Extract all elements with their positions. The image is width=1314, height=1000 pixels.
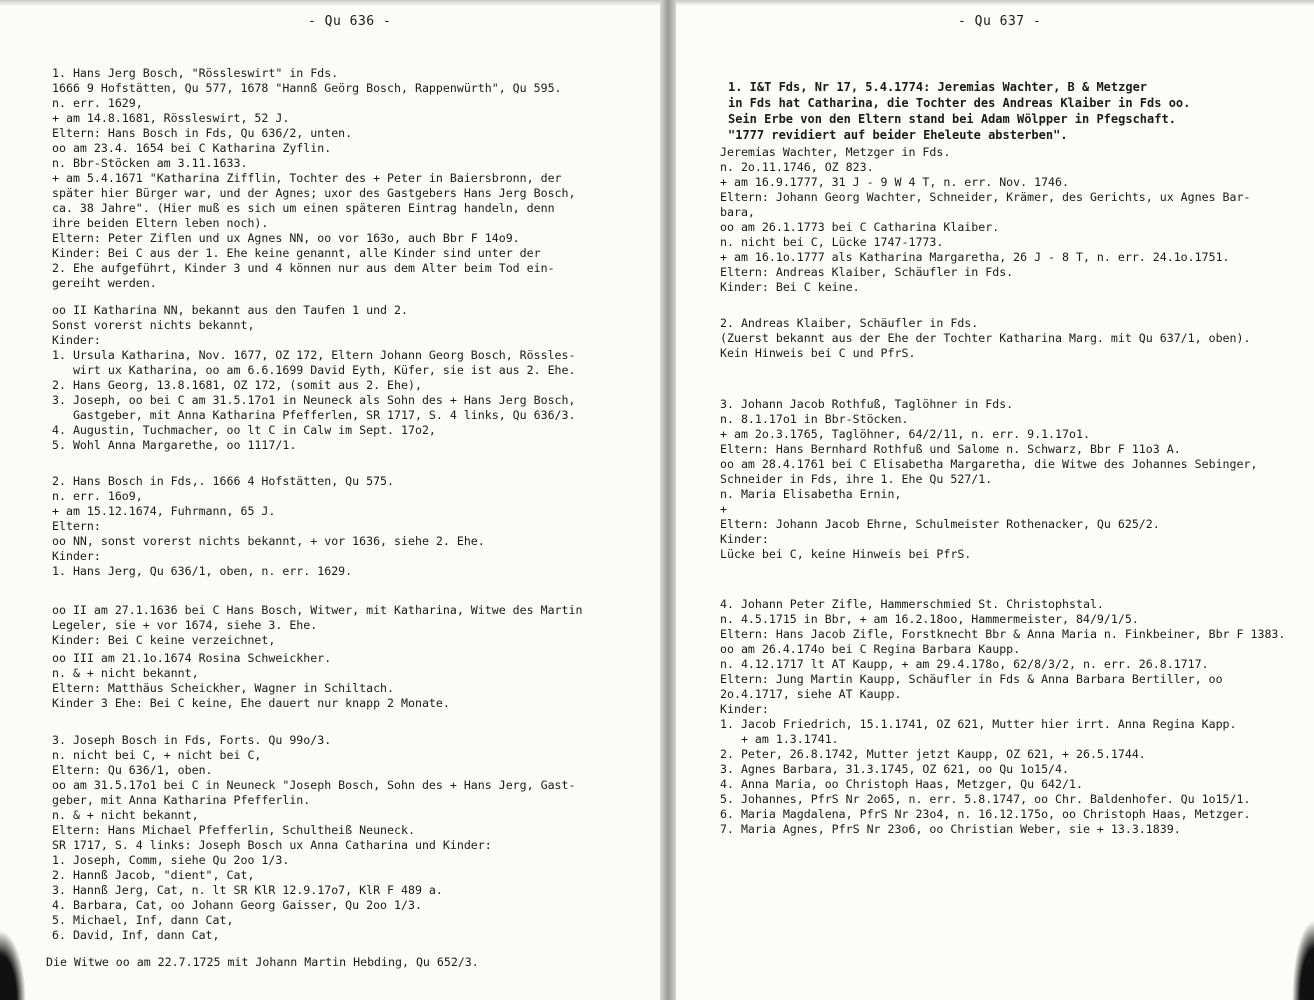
text-line: Eltern: Hans Jacob Zifle, Forstknecht Bbr & Anna Maria n. Finkbeiner, Bbr F 1383. (720, 627, 1286, 641)
text-line: Sonst vorerst nichts bekannt, (52, 318, 255, 332)
text-line: Schneider in Fds, ihre 1. Ehe Qu 527/1. (720, 472, 993, 486)
text-line: oo am 26.4.174o bei C Regina Barbara Kaupp. (720, 642, 1021, 656)
entry-right-2 (720, 145, 1250, 295)
text-line: Eltern: Jung Martin Kaupp, Schäufler in Fds & Anna Barbara Bertiller, oo (720, 672, 1223, 686)
entry-left-6 (52, 733, 576, 943)
text-line: Kinder: (52, 333, 101, 347)
entry-right-5 (720, 597, 1285, 837)
text-line: 2. Ehe aufgeführt, Kinder 3 und 4 können nur aus dem Alter beim Tod ein- (52, 261, 555, 275)
text-line: Gastgeber, mit Anna Katharina Pfefferlen, SR 1717, S. 4 links, Qu 636/3. (52, 408, 576, 422)
page-top-shadow (676, 0, 1314, 6)
text-line: n. nicht bei C, + nicht bei C, (52, 748, 262, 762)
text-line: Jeremias Wachter, Metzger in Fds. (720, 145, 951, 159)
text-line: oo am 28.4.1761 bei C Elisabetha Margaretha, die Witwe des Johannes Sebinger, (720, 457, 1258, 471)
text-line: Eltern: Hans Bernhard Rothfuß und Salome n. Schwarz, Bbr F 11o3 A. (720, 442, 1181, 456)
text-line: 1. Hans Jerg, Qu 636/1, oben, n. err. 1629. (52, 564, 353, 578)
text-line: 2o.4.1717, siehe AT Kaupp. (720, 687, 902, 701)
text-line: n. Maria Elisabetha Ernin, (720, 487, 902, 501)
text-line: oo am 31.5.17o1 bei C in Neuneck "Joseph Bosch, Sohn des + Hans Jerg, Gast- (52, 778, 576, 792)
page-number-left: - Qu 636 - (308, 14, 392, 29)
text-line: Eltern: Hans Bosch in Fds, Qu 636/2, unten. (52, 126, 353, 140)
text-line: 1. Hans Jerg Bosch, "Rössleswirt" in Fds. (52, 66, 339, 80)
text-line: Die Witwe oo am 22.7.1725 mit Johann Martin Hebding, Qu 652/3. (46, 955, 479, 969)
text-line: (Zuerst bekannt aus der Ehe der Tochter Katharina Marg. mit Qu 637/1, oben). (720, 331, 1251, 345)
text-line: Eltern: Qu 636/1, oben. (52, 763, 213, 777)
text-line: 5. Wohl Anna Margarethe, oo 1117/1. (52, 438, 297, 452)
text-line: + am 5.4.1671 "Katharina Zifflin, Tochter des + Peter in Baiersbronn, der (52, 171, 562, 185)
text-line: Kinder 3 Ehe: Bei C keine, Ehe dauert nur knapp 2 Monate. (52, 696, 450, 710)
text-line: 1. Joseph, Comm, siehe Qu 2oo 1/3. (52, 853, 290, 867)
text-line: + am 16.1o.1777 als Katharina Margaretha, 26 J - 8 T, n. err. 24.1o.1751. (720, 250, 1230, 264)
text-line: Eltern: Matthäus Scheickher, Wagner in Schiltach. (52, 681, 395, 695)
text-line: Kinder: (52, 549, 101, 563)
text-line: 4. Johann Peter Zifle, Hammerschmied St. Christophstal. (720, 597, 1104, 611)
entry-left-7 (46, 955, 479, 970)
text-line: n. 2o.11.1746, OZ 823. (720, 160, 874, 174)
entry-right-1 (728, 79, 1190, 143)
text-line: n. err. 1629, (52, 96, 143, 110)
text-line: Lücke bei C, keine Hinweis bei PfrS. (720, 547, 972, 561)
text-line: 3. Agnes Barbara, 31.3.1745, OZ 621, oo Qu 1o15/4. (720, 762, 1070, 776)
text-line: + am 15.12.1674, Fuhrmann, 65 J. (52, 504, 276, 518)
text-line: oo II Katharina NN, bekannt aus den Taufen 1 und 2. (52, 303, 408, 317)
text-line: n. 4.12.1717 lt AT Kaupp, + am 29.4.178o, 62/8/3/2, n. err. 26.8.1717. (720, 657, 1209, 671)
text-line: Kinder: Bei C aus der 1. Ehe keine genannt, alle Kinder sind unter der (52, 246, 541, 260)
text-line: 7. Maria Agnes, PfrS Nr 23o6, oo Christian Weber, sie + 13.3.1839. (720, 822, 1181, 836)
text-line: Eltern: (52, 519, 101, 533)
text-line: n. 4.5.1715 in Bbr, + am 16.2.18oo, Hammermeister, 84/9/1/5. (720, 612, 1139, 626)
text-line: + (720, 502, 727, 516)
text-line: in Fds hat Catharina, die Tochter des Andreas Klaiber in Fds oo. (728, 96, 1191, 110)
text-line: oo am 26.1.1773 bei C Catharina Klaiber. (720, 220, 1000, 234)
text-line: "1777 revidiert auf beider Eheleute absterben". (728, 128, 1068, 142)
text-line: 1. I&T Fds, Nr 17, 5.4.1774: Jeremias Wachter, B & Metzger (728, 80, 1148, 94)
text-line: + am 16.9.1777, 31 J - 9 W 4 T, n. err. Nov. 1746. (720, 175, 1070, 189)
text-line: 3. Joseph, oo bei C am 31.5.17o1 in Neuneck als Sohn des + Hans Jerg Bosch, (52, 393, 576, 407)
text-line: n. nicht bei C, Lücke 1747-1773. (720, 235, 944, 249)
text-line: + am 2o.3.1765, Taglöhner, 64/2/11, n. err. 9.1.17o1. (720, 427, 1090, 441)
text-line: 2. Hannß Jacob, "dient", Cat, (52, 868, 255, 882)
text-line: oo am 23.4. 1654 bei C Katharina Zyflin. (52, 141, 332, 155)
text-line: 3. Hannß Jerg, Cat, n. lt SR KlR 12.9.17o7, KlR F 489 a. (52, 883, 443, 897)
text-line: oo II am 27.1.1636 bei C Hans Bosch, Witwer, mit Katharina, Witwe des Martin (52, 603, 583, 617)
text-line: 2. Andreas Klaiber, Schäufler in Fds. (720, 316, 979, 330)
entry-left-5 (52, 651, 450, 711)
text-line: 5. Michael, Inf, dann Cat, (52, 913, 234, 927)
text-line: 2. Hans Georg, 13.8.1681, OZ 172, (somit aus 2. Ehe), (52, 378, 422, 392)
text-line: später hier Bürger war, und der Agnes; uxor des Gastgebers Hans Jerg Bosch, (52, 186, 576, 200)
entry-right-3 (720, 316, 1250, 361)
text-line: 4. Barbara, Cat, oo Johann Georg Gaisser, Qu 2oo 1/3. (52, 898, 422, 912)
text-line: Eltern: Peter Ziflen und ux Agnes NN, oo vor 163o, auch Bbr F 14o9. (52, 231, 520, 245)
text-line: Kinder: (720, 702, 769, 716)
text-line: 4. Augustin, Tuchmacher, oo lt C in Calw im Sept. 17o2, (52, 423, 436, 437)
text-line: Sein Erbe von den Eltern stand bei Adam Wölpper in Pfegschaft. (728, 112, 1176, 126)
entry-right-4 (720, 397, 1257, 562)
text-line: ihre beiden Eltern leben noch). (52, 216, 269, 230)
text-line: 1. Ursula Katharina, Nov. 1677, OZ 172, Eltern Johann Georg Bosch, Rössles- (52, 348, 576, 362)
text-line: 4. Anna Maria, oo Christoph Haas, Metzger, Qu 642/1. (720, 777, 1083, 791)
right-page (676, 0, 1314, 1000)
text-line: Kinder: (720, 532, 769, 546)
book-gutter (660, 0, 676, 1000)
text-line: 2. Peter, 26.8.1742, Mutter jetzt Kaupp, OZ 621, + 26.5.1744. (720, 747, 1146, 761)
text-line: 1666 9 Hofstätten, Qu 577, 1678 "Hannß Geörg Bosch, Rappenwürth", Qu 595. (52, 81, 562, 95)
entry-left-4 (52, 603, 582, 648)
text-line: n. & + nicht bekannt, (52, 666, 199, 680)
text-line: Eltern: Hans Michael Pfefferlin, Schultheiß Neuneck. (52, 823, 415, 837)
page-top-shadow (0, 0, 660, 6)
ink-blot (1292, 920, 1314, 1000)
text-line: wirt ux Katharina, oo am 6.6.1699 David Eyth, Küfer, sie ist aus 2. Ehe. (52, 363, 576, 377)
text-line: n. Bbr-Stöcken am 3.11.1633. (52, 156, 248, 170)
text-line: 1. Jacob Friedrich, 15.1.1741, OZ 621, Mutter hier irrt. Anna Regina Kapp. (720, 717, 1237, 731)
text-line: 6. David, Inf, dann Cat, (52, 928, 220, 942)
text-line: bara, (720, 205, 755, 219)
text-line: 6. Maria Magdalena, PfrS Nr 23o4, n. 16.12.175o, oo Christoph Haas, Metzger. (720, 807, 1251, 821)
text-line: 5. Johannes, PfrS Nr 2o65, n. err. 5.8.1747, oo Chr. Baldenhofer. Qu 1o15/1. (720, 792, 1251, 806)
text-line: 2. Hans Bosch in Fds,. 1666 4 Hofstätten, Qu 575. (52, 474, 395, 488)
ink-blot (0, 930, 26, 1000)
text-line: n. 8.1.17o1 in Bbr-Stöcken. (720, 412, 909, 426)
text-line: oo III am 21.1o.1674 Rosina Schweickher. (52, 651, 332, 665)
text-line: Eltern: Johann Jacob Ehrne, Schulmeister Rothenacker, Qu 625/2. (720, 517, 1160, 531)
text-line: ca. 38 Jahre". (Hier muß es sich um einen späteren Eintrag handeln, denn (52, 201, 555, 215)
text-line: Legeler, sie + vor 1674, siehe 3. Ehe. (52, 618, 318, 632)
text-line: Kinder: Bei C keine. (720, 280, 860, 294)
page-number-right: - Qu 637 - (958, 14, 1042, 29)
text-line: SR 1717, S. 4 links: Joseph Bosch ux Anna Catharina und Kinder: (52, 838, 492, 852)
text-line: Eltern: Johann Georg Wachter, Schneider, Krämer, des Gerichts, ux Agnes Bar- (720, 190, 1251, 204)
entry-left-3 (52, 474, 485, 579)
text-line: 3. Johann Jacob Rothfuß, Taglöhner in Fds. (720, 397, 1014, 411)
text-line: n. err. 16o9, (52, 489, 143, 503)
text-line: 3. Joseph Bosch in Fds, Forts. Qu 99o/3. (52, 733, 332, 747)
text-line: Kinder: Bei C keine verzeichnet, (52, 633, 276, 647)
text-line: + am 1.3.1741. (720, 732, 839, 746)
text-line: oo NN, sonst vorerst nichts bekannt, + vor 1636, siehe 2. Ehe. (52, 534, 485, 548)
entry-left-2 (52, 303, 576, 453)
entry-left-1 (52, 66, 576, 291)
text-line: Kein Hinweis bei C und PfrS. (720, 346, 916, 360)
text-line: gereiht werden. (52, 276, 157, 290)
text-line: n. & + nicht bekannt, (52, 808, 199, 822)
text-line: Eltern: Andreas Klaiber, Schäufler in Fds. (720, 265, 1014, 279)
text-line: geber, mit Anna Katharina Pfefferlin. (52, 793, 311, 807)
text-line: + am 14.8.1681, Rössleswirt, 52 J. (52, 111, 290, 125)
